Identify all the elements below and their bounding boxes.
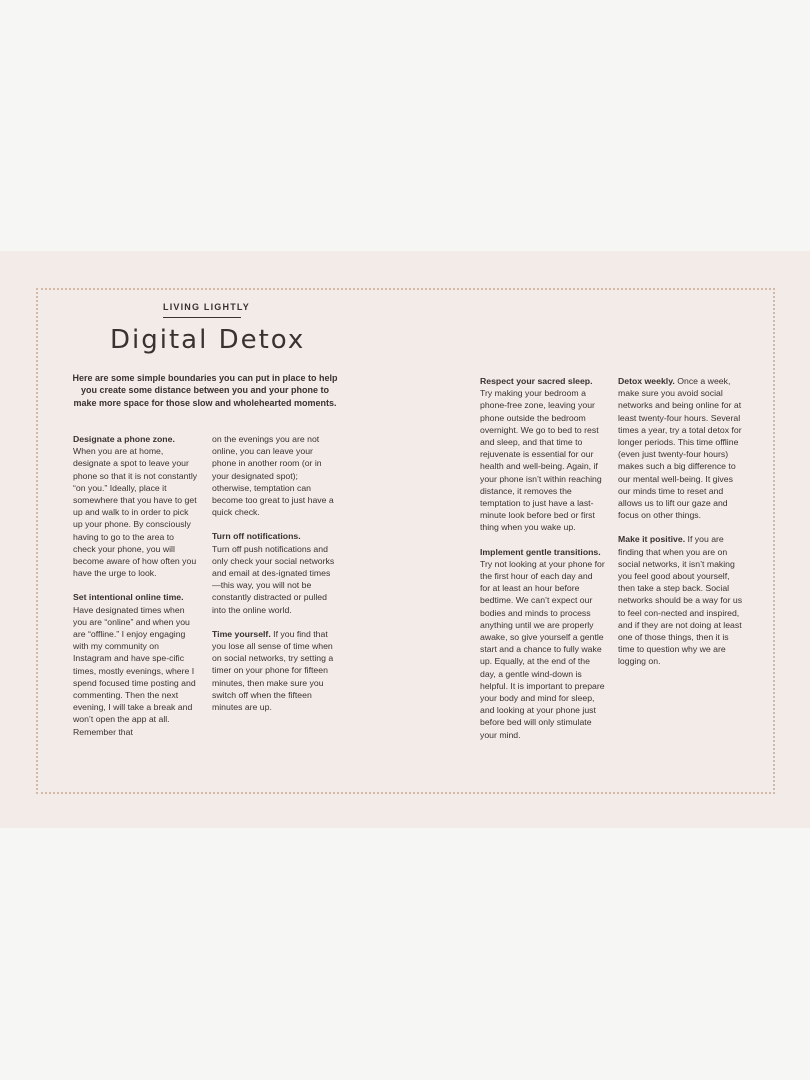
- section-eyebrow: LIVING LIGHTLY: [163, 302, 250, 312]
- tip-body: Turn off push notifications and only check your social networks and email at des-ignated times—this way, you will not be constantly distracted or pulled into the online world.: [212, 543, 335, 615]
- tip-heading: Designate a phone zone.: [73, 434, 175, 444]
- tip-body: Try not looking at your phone for the first hour of each day and for at least an hour before bedtime. We can’t expect our bodies and minds to process anything until we are properly awake, so give yourself a gentle start and a chance to fully wake up. Equally, at the end of the day, a gentle wind-down is helpful. It is important to prepare your body and mind for sleep, and looking at your phone just before bed will only stimulate your mind.: [480, 558, 605, 740]
- tip-heading: Implement gentle transitions.: [480, 546, 601, 557]
- tip-body: If you are finding that when you are on social networks, it isn’t making you feel good about yourself, then take a step back. Social networks should be a way for us to feel con-nected and inspired, and if they are not doing at least one of those things, then it is time to question why we are logging on.: [618, 534, 743, 667]
- tip-paragraph: [618, 375, 743, 521]
- tip-heading: Respect your sacred sleep.: [480, 376, 593, 386]
- tip-paragraph: [212, 530, 337, 615]
- text-column-1: [73, 433, 198, 750]
- tip-heading: Time yourself.: [212, 628, 271, 639]
- tip-body: When you are at home, designate a spot to leave your phone so that it is not constantly “on you.” Ideally, place it somewhere that you have to get up and walk to in order to pick up your phone. By consciously having to go to the area to check your phone, you will become aware of how often you have the urge to look.: [73, 446, 198, 579]
- tip-paragraph: [73, 433, 198, 579]
- tip-heading: Turn off notifications.: [212, 531, 301, 542]
- tip-paragraph: [212, 628, 337, 713]
- book-spread: [0, 251, 810, 828]
- tip-paragraph: [480, 546, 605, 741]
- intro-paragraph: Here are some simple boundaries you can put in place to help you create some distance between you and your phone to make more space for those slow and wholehearted moments.: [72, 373, 338, 408]
- text-column-2: [212, 433, 337, 725]
- tip-paragraph: [480, 375, 605, 534]
- tip-heading: Detox weekly.: [618, 376, 675, 386]
- tip-body: Once a week, make sure you avoid social networks and being online for at least twenty-four hours. Several times a year, try a total detox for longer periods. This time offline (even just twenty-four hours) makes such a big difference to our mental well-being. It gives our minds time to reset and allows us to lift our gaze and focus on other things.: [618, 376, 742, 521]
- tip-heading: Make it positive.: [618, 534, 686, 545]
- page-title: Digital Detox: [110, 325, 306, 355]
- tip-body: on the evenings you are not online, you can leave your phone in another room (or in your designated spot); otherwise, temptation can become too great to just have a quick check.: [212, 434, 334, 518]
- tip-body: Try making your bedroom a phone-free zone, leaving your phone outside the bedroom overnight. We go to bed to rest and sleep, and that time to rejuvenate is essential for our health and well-being. Again, if your phone isn’t within reaching distance, it removes the temptation to just have a last-minute look before bed or first thing when you wake up.: [480, 388, 602, 533]
- tip-paragraph: [212, 433, 337, 518]
- tip-paragraph: [618, 533, 743, 667]
- tip-heading: Set intentional online time.: [73, 592, 184, 603]
- text-column-4: [618, 375, 743, 680]
- eyebrow-underline: [163, 317, 241, 318]
- tip-paragraph: [73, 591, 198, 737]
- text-column-3: [480, 375, 605, 753]
- tip-body: Have designated times when you are “online” and when you are “offline.” I enjoy engaging with my community on Instagram and have spe-cific times, mostly evenings, where I spend focused time posting and commenting. Then the next evening, I will take a break and won’t open the app at all. Remember that: [73, 604, 196, 737]
- tip-body: If you find that you lose all sense of time when on social networks, try setting a timer on your phone for fifteen minutes, then make sure you switch off when the fifteen minutes are up.: [212, 628, 334, 713]
